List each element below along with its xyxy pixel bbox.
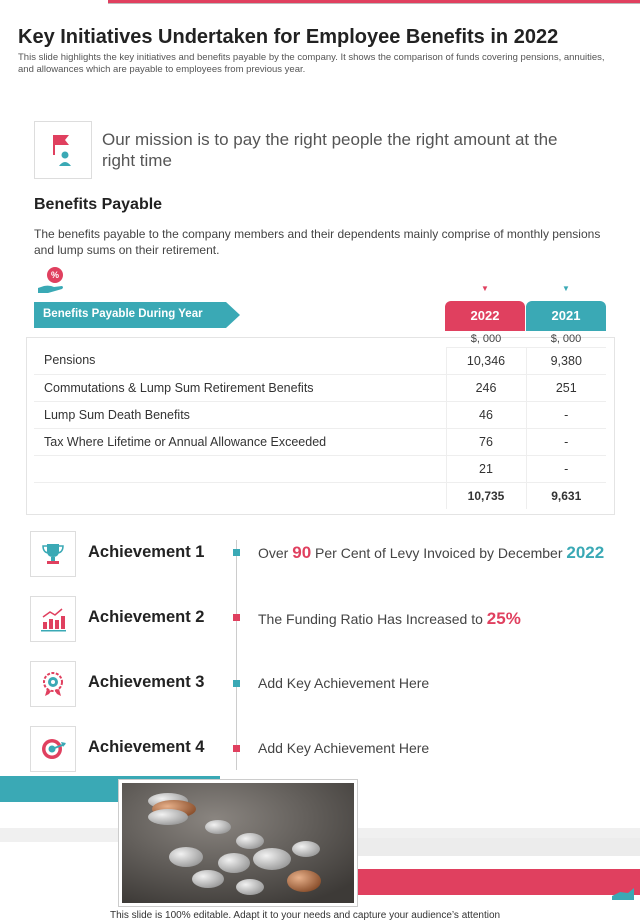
row-value-2021: -: [526, 455, 606, 482]
total-2021: 9,631: [526, 482, 606, 509]
table-row: [34, 455, 606, 482]
achievement-2-marker: [233, 614, 240, 621]
table-row: [34, 401, 606, 428]
achievement-1-text: [258, 543, 604, 563]
pin-2021-icon: ▼: [562, 284, 570, 293]
money-hand-icon: [36, 264, 68, 296]
bar-chart-icon: [39, 605, 67, 633]
coins-photo: [118, 779, 358, 907]
achievement-1-title: Achievement 1: [88, 543, 205, 561]
corner-hand-icon: [612, 886, 634, 900]
top-accent-underline: [108, 3, 640, 4]
row-label: Tax Where Lifetime or Annual Allowance Exceeded: [34, 428, 446, 455]
page-subtitle: This slide highlights the key initiatives and benefits payable by the company. It shows the comparison of funds covering pensions, annuities, and allowances which are payable to employees from previous year.: [18, 52, 605, 75]
row-value-2022: 10,346: [446, 347, 526, 374]
year-2022-tab: 2022: [445, 301, 525, 331]
table-row: [34, 428, 606, 455]
benefits-banner-label: Benefits Payable During Year: [43, 308, 203, 320]
footer-note: This slide is 100% editable. Adapt it to your needs and capture your audience’s attention: [110, 910, 501, 921]
award-badge-icon: [39, 670, 67, 698]
achievement-3-marker: [233, 680, 240, 687]
svg-text:%: %: [50, 270, 60, 280]
achievement-1-marker: [233, 549, 240, 556]
table-total-row: [34, 482, 606, 509]
achievement-timeline: [236, 540, 237, 770]
year-2021-tab: 2021: [526, 301, 606, 331]
row-label: Commutations & Lump Sum Retirement Benefits: [34, 374, 446, 401]
decor-band-pink: [330, 869, 640, 895]
decor-band-gray-2: [330, 838, 640, 856]
row-label: Lump Sum Death Benefits: [34, 401, 446, 428]
table-row: [34, 374, 606, 401]
achievement-2-text: [258, 609, 521, 629]
total-2022: 10,735: [446, 482, 526, 509]
benefits-description: The benefits payable to the company members and their dependents mainly comprise of monthly pensions and lump sums on their retirement.: [34, 227, 601, 257]
trophy-icon-box: [30, 531, 76, 577]
achievement-4-text: Add Key Achievement Here: [258, 740, 430, 756]
table-row: [34, 347, 606, 374]
achievement-3-text: Add Key Achievement Here: [258, 675, 430, 691]
achievement-1-highlight-percent: 90: [292, 543, 312, 562]
chart-icon-box: [30, 596, 76, 642]
benefits-heading: Benefits Payable: [34, 196, 163, 213]
flag-person-icon: [35, 122, 93, 180]
row-value-2021: -: [526, 401, 606, 428]
row-value-2022: 76: [446, 428, 526, 455]
pin-2022-icon: ▼: [481, 284, 489, 293]
row-value-2021: -: [526, 428, 606, 455]
coins-image: [122, 783, 354, 903]
trophy-icon: [39, 540, 67, 568]
table-unit-row: [34, 331, 606, 347]
achievement-2-highlight: 25%: [486, 609, 521, 628]
row-value-2022: 46: [446, 401, 526, 428]
achievement-1-highlight-year: 2022: [566, 543, 605, 562]
achievement-4-marker: [233, 745, 240, 752]
achievement-3-title: Achievement 3: [88, 673, 205, 691]
row-label: Pensions: [34, 347, 446, 374]
row-value-2022: 21: [446, 455, 526, 482]
achievement-2-text-pre: The Funding Ratio Has Increased to: [258, 611, 487, 627]
achievement-4-title: Achievement 4: [88, 738, 205, 756]
mission-icon-box: [34, 121, 92, 179]
achievement-1-text-mid: Per Cent of Levy Invoiced by December: [311, 545, 567, 561]
mission-statement: Our mission is to pay the right people the right amount at the right time: [102, 130, 558, 170]
target-icon-box: [30, 726, 76, 772]
page-title: Key Initiatives Undertaken for Employee Benefits in 2022: [18, 26, 559, 48]
row-value-2022: 246: [446, 374, 526, 401]
achievement-1-text-pre: Over: [258, 545, 293, 561]
achievement-2-title: Achievement 2: [88, 608, 205, 626]
unit-2022: $, 000: [446, 331, 526, 347]
row-label: [34, 455, 446, 482]
benefits-table: [34, 331, 606, 509]
unit-2021: $, 000: [526, 331, 606, 347]
badge-icon-box: [30, 661, 76, 707]
row-value-2021: 251: [526, 374, 606, 401]
row-value-2021: 9,380: [526, 347, 606, 374]
target-icon: [39, 735, 67, 763]
